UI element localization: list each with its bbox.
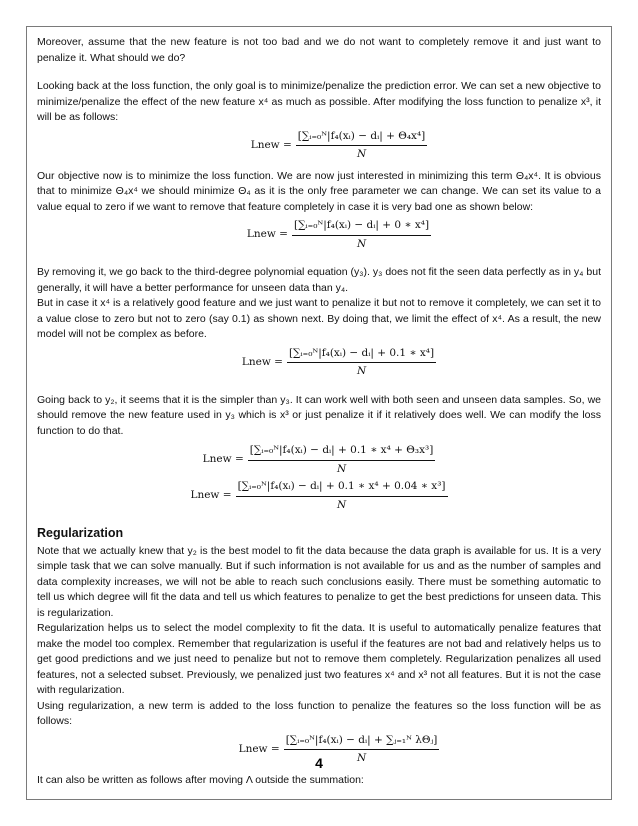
equation-1-denominator: N <box>356 148 367 160</box>
document-page <box>26 26 612 800</box>
paragraph-7: Note that we actually knew that y₂ is the best model to fit the data because the data graph is available for us. It is a very simple task that we can solve manually. But if such information is not available for us and as the number of samples and data complexity increases, we will not be able to reach such conclusions easily. There must be something automatic to tell us which degree will fit the data and tell us which features to penalize to get the best predictions for unseen data. This is regularization. <box>37 544 601 619</box>
paragraph-1: Moreover, assume that the new feature is not too bad and we do not want to completely remove it and just want to penalize it. What should we do? <box>37 36 601 64</box>
equation-3-numerator: [∑ᵢ₌₀ᴺ|f₄(xᵢ) − dᵢ| + 0.1 ∗ x⁴] <box>287 346 436 364</box>
equation-6-lhs: Lnew = <box>238 742 280 755</box>
equation-6-numerator: [∑ᵢ₌₀ᴺ|f₄(xᵢ) − dᵢ| + ∑ⱼ₌₁ᴺ λΘⱼ] <box>284 733 440 751</box>
equation-4-lhs: Lnew = <box>202 453 244 466</box>
paragraph-8: Regularization helps us to select the model complexity to fit the data. It is useful to automatically penalize features that make the model too complex. Remember that regularization is useful if the features are not bad and relatively helps us to get good predictions and we just need to penalize but not to remove them completely. Regularization penalizes all used features, not a selected subset. Previously, we penalized just two features x⁴ and x³ not all features. But it is not the case with regularization. <box>37 622 601 696</box>
equation-2-lhs: Lnew = <box>246 228 288 241</box>
paragraph-5: But in case it x⁴ is a relatively good feature and we just want to penalize it but not to remove it completely, we can set it to a value close to zero but not to zero (say 0.1) as shown next. By doing that, we limit the effect of x⁴. As a result, the new model will not be complex as before. <box>37 297 601 340</box>
equation-3-denominator: N <box>356 365 367 377</box>
equation-1-lhs: Lnew = <box>250 138 292 151</box>
page-content <box>37 35 601 788</box>
equation-5-lhs: Lnew = <box>190 489 232 502</box>
equation-3-lhs: Lnew = <box>241 355 283 368</box>
equation-5-denominator: N <box>336 498 347 511</box>
equation-3 <box>37 346 601 380</box>
equation-1-numerator: [∑ᵢ₌₀ᴺ|f₄(xᵢ) − dᵢ| + Θ₄x⁴] <box>296 129 427 147</box>
equation-4 <box>203 443 436 477</box>
paragraph-4: By removing it, we go back to the third-degree polynomial equation (y₃). y₃ does not fit the seen data perfectly as in y₄ but generally, it will have a better performance for unseen data than y₄. <box>37 266 601 294</box>
equation-2-numerator: [∑ᵢ₌₀ᴺ|f₄(xᵢ) − dᵢ| + 0 ∗ x⁴] <box>292 218 431 236</box>
equation-4-numerator: [∑ᵢ₌₀ᴺ|f₄(xᵢ) − dᵢ| + 0.1 ∗ x⁴ + Θ₃x³] <box>248 443 436 461</box>
page-number: 4 <box>315 755 323 771</box>
paragraph-6: Going back to y₂, it seems that it is the simpler than y₃. It can work well with both seen and unseen data samples. So, we should remove the new feature used in y₃ which is x³ or just penalize it if it relatively does well. We can modify the loss function to do that. <box>37 393 601 437</box>
equation-5-numerator: [∑ᵢ₌₀ᴺ|f₄(xᵢ) − dᵢ| + 0.1 ∗ x⁴ + 0.04 ∗ x³] <box>236 479 448 497</box>
equation-6-denominator: N <box>356 752 367 764</box>
equation-group <box>37 442 601 514</box>
equation-2 <box>37 218 601 252</box>
paragraph-2: Looking back at the loss function, the only goal is to minimize/penalize the prediction error. We can set a new objective to minimize/penalize the effect of the new feature x⁴ as much as possible. After modifying the loss function to penalize x³, it will be as follows: <box>37 80 601 123</box>
equation-5 <box>190 479 447 513</box>
section-heading-regularization: Regularization <box>37 526 124 540</box>
equation-4-denominator: N <box>336 462 347 475</box>
paragraph-3: Our objective now is to minimize the loss function. We are now just interested in minimizing this term Θ₄x⁴. It is obvious that to minimize Θ₄x⁴ we should minimize Θ₄ as it is the only free parameter we can change. We can set its value to a value equal to zero if we want to remove that feature completely in case it is very bad one as shown below: <box>37 169 601 213</box>
paragraph-9: Using regularization, a new term is added to the loss function to penalize the features so the loss function will be as follows: <box>37 699 601 727</box>
paragraph-10: It can also be written as follows after moving Λ outside the summation: <box>37 773 364 786</box>
equation-1 <box>37 129 601 163</box>
equation-2-denominator: N <box>356 237 367 250</box>
